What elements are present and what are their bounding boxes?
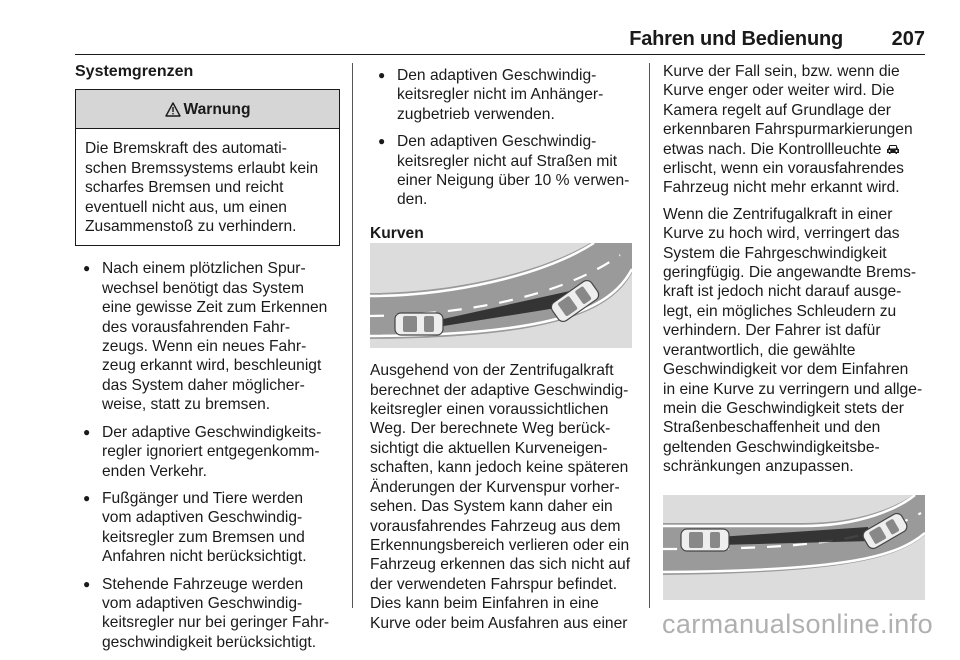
text-line: sehen. Das System kann daher ein [370,498,613,516]
chapter-title: Fahren und Bedienung [629,28,843,50]
text-line: einer Neigung über 10 % verwen- [397,172,630,190]
text-line: keitsregler nur bei geringer Fahr- [102,614,330,632]
text-line: vom adaptiven Geschwindig- [102,509,303,527]
text-line: erkennbaren Fahrspurmarkierungen [663,121,913,139]
text-line: ● Nach einem plötzlichen Spur- [102,260,306,278]
text-line: kraft ist jedoch nicht darauf ausge- [663,283,902,301]
text-line: Kurve der Fall sein, bzw. wenn die [663,63,900,80]
list-item [75,489,345,567]
text-line: Änderungen der Kurvenspur vorher- [370,478,620,496]
warning-box [75,89,340,246]
text-line: enden Verkehr. [102,462,207,480]
warning-triangle-icon [165,102,181,117]
text-line: keitsregler zum Bremsen und [102,528,305,546]
text-line: verantwortlich, die gewählte [663,341,856,359]
text-line: zeugs. Wenn ein neues Fahr- [102,338,307,356]
curve-road-image [663,495,925,600]
curve-illustration [370,243,632,348]
column-divider [352,63,353,608]
list-item [370,66,645,124]
text-line: legt, ein mögliches Schleudern zu [663,302,897,320]
list-item [75,423,345,481]
column-divider [649,63,650,608]
column-2 [370,62,645,633]
column-1 [75,62,345,660]
text-line: ● Der adaptive Geschwindigkeits- [102,423,322,441]
text-line: wechsel benötigt das System [102,279,304,297]
page-number: 207 [891,28,925,50]
section-heading: Systemgrenzen [75,63,194,80]
text-line: zeug erkannt wird, beschleunigt [102,357,322,375]
text-line: verhindern. Der Fahrer ist dafür [663,322,881,340]
warning-line: Zusammenstoß zu verhindern. [85,218,297,236]
camera-paragraph [663,62,953,198]
text-line: Kurve zu hoch wird, verringert das [663,225,900,243]
usage-list [370,66,645,210]
text-line: in eine Kurve zu verringern und allge- [663,380,923,398]
text-line: erlischt, wenn ein vorausfahrendes [663,160,904,178]
text-line: ● Den adaptiven Geschwindig- [397,67,597,84]
text-line: Fahrzeug nicht mehr erkannt wird. [663,179,900,197]
text-line: Ausgehend von der Zentrifugalkraft [370,362,614,380]
car-indicator-icon [886,143,900,155]
warning-header [76,90,339,129]
text-line: Kamera regelt auf Grundlage der [663,101,891,119]
text-line: eine gewisse Zeit zum Erkennen [102,299,328,317]
limitations-list [75,259,345,652]
text-line: ● Stehende Fahrzeuge werden [102,575,304,593]
list-item [75,259,345,414]
text-line: Straßenbeschaffenheit und den [663,419,881,437]
text-line [663,140,953,159]
warning-line: scharfes Bremsen und reicht [85,179,284,197]
warning-line: eventuell nicht aus, um einen [85,198,287,216]
column-3 [663,62,953,600]
curve-road-image [370,243,632,348]
watermark: carmanualsonline.info [661,609,933,639]
text-line: geringfügig. Die angewandte Brems- [663,264,917,282]
text-line: mein die Geschwindigkeit stets der [663,399,904,417]
centrifugal-paragraph [663,205,953,477]
text-line: System die Fahrgeschwindigkeit [663,244,887,262]
warning-title: Warnung [183,100,251,118]
text-line: keitsregler nicht auf Straßen mit [397,152,618,170]
text-line: geltenden Geschwindigkeitsbe- [663,438,880,456]
warning-line: schen Bremssystems erlaubt kein [85,159,319,177]
text-line: keitsregler nicht im Anhänger- [397,86,604,104]
car-icon [395,313,443,335]
text-line: Wenn die Zentrifugalkraft in einer [663,205,893,223]
warning-text [76,129,339,245]
text-line: des vorausfahrenden Fahr- [102,318,291,336]
text-line: Kurve enger oder weiter wird. Die [663,82,895,100]
text-line: berechnet der adaptive Geschwindig- [370,381,629,399]
list-item [75,575,345,653]
text-line: der verwendeten Fahrspur befindet. [370,575,618,593]
header-rule [75,54,925,55]
text-line: vom adaptiven Geschwindig- [102,594,303,612]
text-line: schränkungen anzupassen. [663,458,854,476]
text-line: ● Fußgänger und Tiere werden [102,489,304,507]
text-line: zugbetrieb verwenden. [397,105,555,123]
text-line: keitsregler einen voraussichtlichen [370,401,609,419]
text-line: das System daher möglicher- [102,376,305,394]
text-line: schaften, kann jedoch keine späteren [370,459,629,477]
text-line: Fahrzeug erkennen das sich nicht auf [370,556,631,574]
text-span: etwas nach. Die Kontrollleuchte [663,140,882,158]
text-line: vorausfahrendes Fahrzeug aus dem [370,517,621,535]
car-icon [681,529,729,551]
text-line: Dies kann beim Einfahren in eine [370,595,599,613]
curve-illustration [663,495,925,600]
text-line: weise, statt zu bremsen. [102,396,271,414]
list-item [370,132,645,210]
text-line: geschwindigkeit berücksichtigt. [102,633,317,651]
text-line: Anfahren nicht berücksichtigt. [102,548,307,566]
curves-paragraph [370,361,645,633]
text-line: den. [397,191,428,209]
text-line: ● Den adaptiven Geschwindig- [397,133,597,151]
warning-line: Die Bremskraft des automati- [85,140,287,158]
text-line: sichtigt die aktuellen Kurveneigen- [370,439,608,457]
text-line: Kurve oder beim Ausfahren aus einer [370,614,628,632]
text-line: Erkennungsbereich verlieren oder ein [370,536,630,554]
text-line: Geschwindigkeit vor dem Einfahren [663,361,909,379]
page-header [75,26,925,56]
text-line: Weg. Der berechnete Weg berück- [370,420,611,438]
subsection-heading: Kurven [370,224,424,242]
text-line: regler ignoriert entgegenkomm- [102,443,320,461]
